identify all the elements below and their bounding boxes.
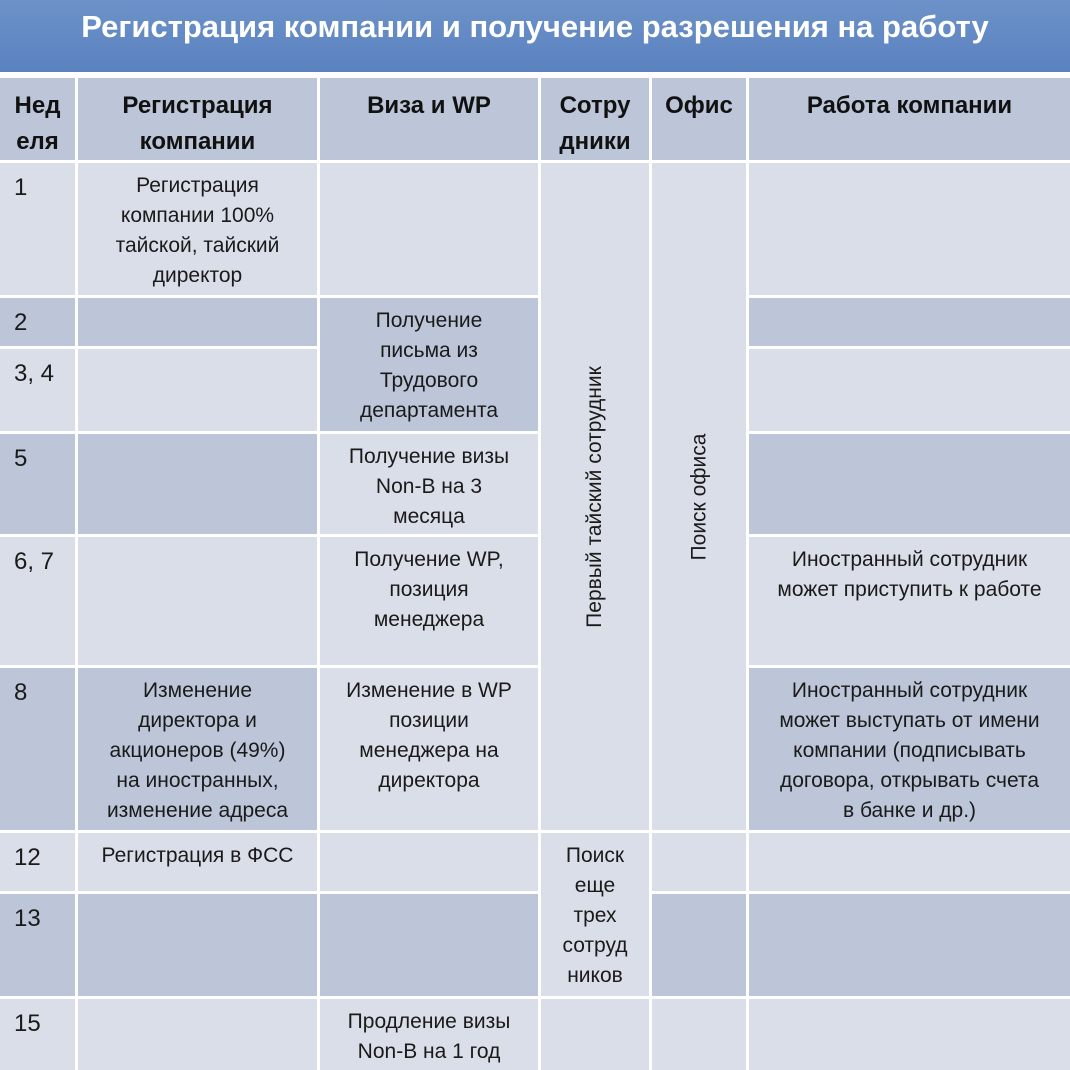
company-work-cell-start-work: Иностранный сотрудник может приступить к работе bbox=[749, 537, 1070, 665]
registration-cell-week-1: Регистрация компании 100% тайской, тайский директор bbox=[78, 163, 317, 295]
visa-cell-non-b-3-months: Получение визы Non-B на 3 месяца bbox=[320, 434, 538, 534]
header-office: Офис bbox=[652, 78, 746, 160]
registration-cell-empty bbox=[78, 537, 317, 665]
week-cell: 2 bbox=[0, 298, 75, 346]
company-work-cell-empty bbox=[749, 349, 1070, 431]
header-week: Нед еля bbox=[0, 78, 75, 160]
week-cell: 15 bbox=[0, 999, 75, 1070]
company-work-cell-empty bbox=[749, 999, 1070, 1070]
registration-cell-empty bbox=[78, 894, 317, 996]
staff-cell-first-thai-employee bbox=[541, 163, 649, 830]
week-cell: 6, 7 bbox=[0, 537, 75, 665]
visa-cell-labour-letter: Получение письма из Трудового департамента bbox=[320, 298, 538, 431]
registration-cell-empty bbox=[78, 434, 317, 534]
week-cell: 1 bbox=[0, 163, 75, 295]
header-company-work: Работа компании bbox=[749, 78, 1070, 160]
office-cell-empty bbox=[652, 894, 746, 996]
company-work-cell-empty bbox=[749, 434, 1070, 534]
office-cell-empty bbox=[652, 833, 746, 891]
staff-cell-empty bbox=[541, 999, 649, 1070]
header-visa: Виза и WP bbox=[320, 78, 538, 160]
company-work-cell-empty bbox=[749, 163, 1070, 295]
office-search-label: Поиск офиса bbox=[687, 433, 710, 560]
registration-cell-empty bbox=[78, 298, 317, 346]
week-cell: 8 bbox=[0, 668, 75, 830]
registration-cell-week-8: Изменение директора и акционеров (49%) на иностранных, изменение адреса bbox=[78, 668, 317, 830]
week-cell: 12 bbox=[0, 833, 75, 891]
week-cell: 3, 4 bbox=[0, 349, 75, 431]
office-cell-search bbox=[652, 163, 746, 830]
company-work-cell-represent-company: Иностранный сотрудник может выступать от имени компании (подписывать договора, открывать счета в банке и др.) bbox=[749, 668, 1070, 830]
header-staff: Сотру дники bbox=[541, 78, 649, 160]
company-work-cell-empty bbox=[749, 298, 1070, 346]
registration-cell-week-12: Регистрация в ФСС bbox=[78, 833, 317, 891]
week-cell: 13 bbox=[0, 894, 75, 996]
visa-cell-empty bbox=[320, 163, 538, 295]
registration-cell-empty bbox=[78, 349, 317, 431]
visa-cell-empty bbox=[320, 894, 538, 996]
visa-cell-wp-director: Изменение в WP позиции менеджера на директора bbox=[320, 668, 538, 830]
header-registration: Регистрация компании bbox=[78, 78, 317, 160]
company-work-cell-empty bbox=[749, 894, 1070, 996]
staff-first-label: Первый тайский сотрудник bbox=[583, 365, 607, 628]
visa-cell-wp-manager: Получение WP, позиция менеджера bbox=[320, 537, 538, 665]
week-cell: 5 bbox=[0, 434, 75, 534]
visa-cell-non-b-1-year: Продление визы Non-B на 1 год bbox=[320, 999, 538, 1070]
registration-cell-empty bbox=[78, 999, 317, 1070]
page-title: Регистрация компании и получение разрешения на работу bbox=[0, 0, 1070, 72]
visa-cell-empty bbox=[320, 833, 538, 891]
staff-cell-search-three: Поиск еще трех сотруд ников bbox=[541, 833, 649, 996]
office-cell-empty bbox=[652, 999, 746, 1070]
company-work-cell-empty bbox=[749, 833, 1070, 891]
